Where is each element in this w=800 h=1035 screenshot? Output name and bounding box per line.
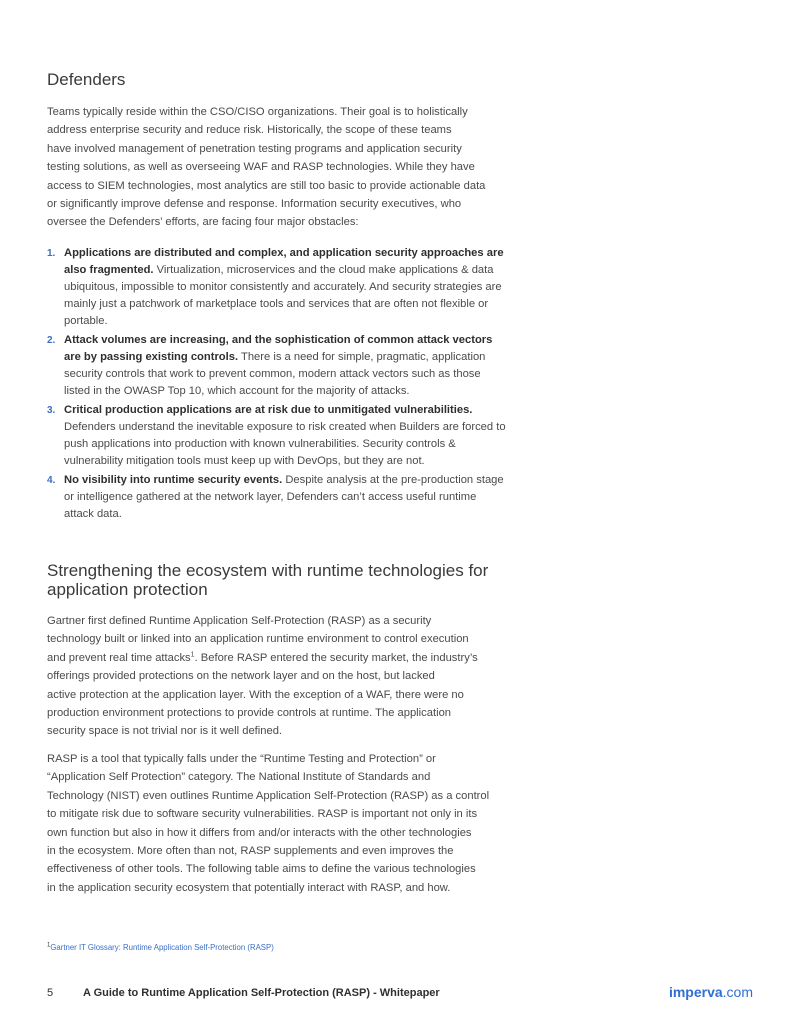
list-number: 3. [47,404,56,416]
list-number: 1. [47,248,56,259]
list-item-body: Defenders understand the inevitable exposure to risk created when Builders are forced to push applications into production with known vulnerabilities. Security controls & vulnerability mitigation tools must keep up with DevOps, but they are not. [64,420,506,468]
list-item [47,402,509,470]
list-item-body: Despite analysis at the pre-production stage or intelligence gathered at the network layer, Defenders can’t access useful runtime attack data. [64,473,504,520]
footnote-link[interactable]: Gartner IT Glossary: Runtime Application Self-Protection (RASP) [50,943,274,952]
text-line: or significantly improve defense and response. Information security executives, who [47,198,462,211]
text-line: to mitigate risk due to software security vulnerabilities. RASP is important not only in its [47,808,478,821]
list-item-lead: Applications are distributed and complex, and application security approaches are also fragmented. [64,247,504,277]
text-fragment: and prevent real time attacks [47,651,191,664]
list-item-lead: Critical production applications are at risk due to unmitigated vulnerabilities. [64,403,473,416]
text-line: testing solutions, as well as overseeing WAF and RASP technologies. While they have [47,161,475,174]
text-line: technology built or linked into an application runtime environment to control execution [47,633,469,646]
section-heading-defenders: Defenders [47,70,126,89]
page-number: 5 [47,987,54,999]
list-item-lead: Attack volumes are increasing, and the sophistication of common attack vectors are by passing existing controls. [64,333,493,364]
text-line: “Application Self Protection” category. The National Institute of Standards and [47,771,431,784]
footnote[interactable] [47,943,274,952]
list-item-body: Virtualization, microservices and the cloud make applications & data ubiquitous, impossible to monitor consistently and accurately. And security strategies are mainly just a patchwork of marketplace tools and services that are often not flexible or portable. [64,264,502,328]
text-line-with-citation [47,652,478,664]
text-line: RASP is a tool that typically falls under the “Runtime Testing and Protection” or [47,753,436,765]
footer-title: A Guide to Runtime Application Self-Protection (RASP) - Whitepaper [83,987,440,999]
text-line: security space is not trivial nor is it well defined. [47,725,283,738]
text-line: offerings provided protections on the network layer and on the host, but lacked [47,670,435,683]
text-line: have involved management of penetration testing programs and application security [47,142,462,155]
list-item [47,472,509,523]
text-line: Gartner first defined Runtime Application Self-Protection (RASP) as a security [47,615,432,627]
text-line: Technology (NIST) even outlines Runtime Application Self-Protection (RASP) as a control [47,789,490,802]
text-line: oversee the Defenders’ efforts, are facing four major obstacles: [47,216,359,229]
obstacles-list [47,245,509,525]
section-heading-strengthening: Strengthening the ecosystem with runtime technologies for application protection [47,561,489,599]
text-line: address enterprise security and reduce risk. Historically, the scope of these teams [47,124,452,137]
text-line: active protection at the application layer. With the exception of a WAF, there were no [47,688,464,701]
gartner-paragraph [47,612,509,741]
list-number: 2. [47,334,56,346]
defenders-intro-paragraph [47,103,509,232]
list-item [47,332,509,400]
text-line: in the ecosystem. More often than not, RASP supplements and even improves the [47,845,454,858]
list-item [47,245,509,330]
list-item-body: There is a need for simple, pragmatic, application security controls that work to prevent common, modern attack vectors such as those listed in the OWASP Top 10, which account for the majority of attacks. [64,351,486,398]
text-line: production environment protections to provide controls at runtime. The application [47,707,452,720]
text-line: effectiveness of other tools. The following table aims to define the various technologies [47,863,476,876]
list-number: 4. [47,474,56,486]
text-line: own function but also in how it differs from and/or interacts with the other technologies [47,826,472,839]
text-line: Teams typically reside within the CSO/CISO organizations. Their goal is to holistically [47,106,468,118]
brand-name: imperva [668,984,723,1000]
brand-link[interactable] [669,984,753,1000]
footnote-reference[interactable]: 1 [190,651,195,659]
text-line: in the application security ecosystem that potentially interact with RASP, and how. [47,881,451,894]
text-line: access to SIEM technologies, most analytics are still too basic to provide actionable data [47,179,486,192]
rasp-paragraph [47,750,509,897]
brand-domain: .com [722,984,753,1000]
list-item-lead: No visibility into runtime security events. [64,473,283,486]
footnote-mark: 1 [47,942,51,949]
text-fragment: . Before RASP entered the security market, the industry’s [194,651,478,664]
